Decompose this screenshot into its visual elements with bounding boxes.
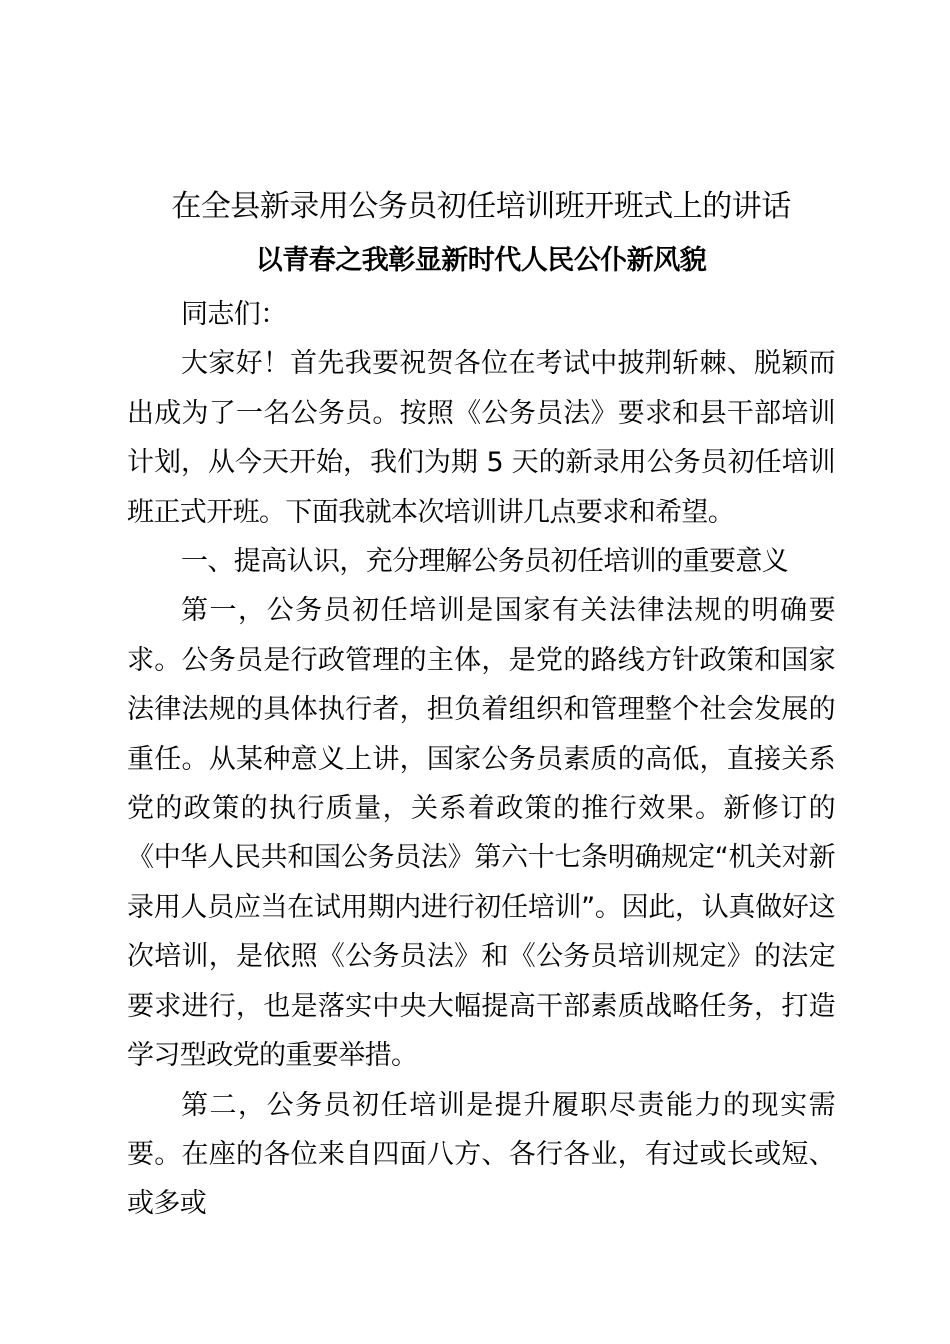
paragraph-point-1: 第一，公务员初任培训是国家有关法律法规的明确要求。公务员是行政管理的主体，是党的路线方针政策和国家法律法规的具体执行者，担负着组织和管理整个社会发展的重任。从某种意义上讲，国家公务员素质的高低，直接关系党的政策的执行质量，关系着政策的推行效果。新修订的《中华人民共和国公务员法》第六十七条明确规定“机关对新录用人员应当在试用期内进行初任培训”。因此，认真做好这次培训，是依照《公务员法》和《公务员培训规定》的法定要求进行，也是落实中央大幅提高干部素质战略任务，打造学习型政党的重要举措。: [127, 595, 835, 1072]
document-subtitle: 以青春之我彰显新时代人民公仆新风貌: [255, 245, 707, 276]
paragraph-point-2: 第二，公务员初任培训是提升履职尽责能力的现实需要。在座的各位来自四面八方、各行各业，有过或长或短、或多或: [127, 1089, 835, 1220]
document-title: 在全县新录用公务员初任培训班开班式上的讲话: [171, 189, 791, 224]
section-heading-1: 一、提高认识，充分理解公务员初任培训的重要意义: [181, 546, 789, 578]
paragraph-opening: 大家好！首先我要祝贺各位在考试中披荆斩棘、脱颖而出成为了一名公务员。按照《公务员法》要求和县干部培训计划，从今天开始，我们为期 5 天的新录用公务员初任培训班正式开班。下面我就本次培训讲几点要求和希望。: [127, 348, 835, 528]
greeting: 同志们：: [181, 299, 287, 330]
document-body: [127, 178, 835, 1229]
